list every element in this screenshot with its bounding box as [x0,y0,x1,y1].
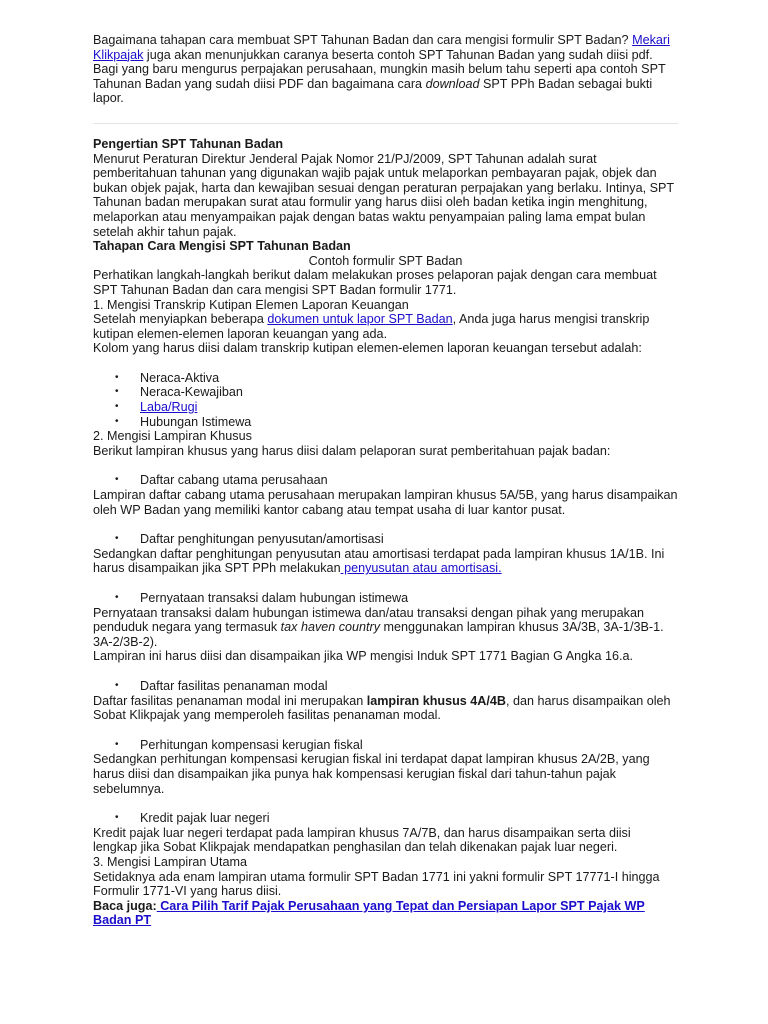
spacer [93,356,678,371]
list-item [93,532,678,547]
step1-text-cont: , Anda juga harus mengisi transkrip kutipan elemen-elemen laporan keuangan yang ada. [93,312,650,341]
tax-haven-emphasis: tax haven country [280,620,381,635]
bullet-icon: • [115,679,119,691]
laba-rugi-link[interactable]: Laba/Rugi [140,400,198,415]
penyusutan-text: Sedangkan daftar penghitungan penyusutan atau amortisasi terdapat pada lampiran khusus 1A/1B. Ini harus disampaikan jika SPT PPh melakukan [93,546,665,576]
step2-intro: Berikut lampiran khusus yang harus diisi dalam pelaporan surat pemberitahuan pajak badan: [93,443,611,458]
list-item-label: Kredit pajak luar negeri [140,811,270,826]
bullet-icon: • [115,812,119,824]
kompensasi-body: Sedangkan perhitungan kompensasi kerugian fiskal ini terdapat dapat lampiran khusus 2A/2B, yang harus diisi dan disampaikan jika punya hak kompensasi kerugian fiskal dari tahun-tahun pajak sebelumnya. [93,752,650,796]
intro-paragraph-1 [93,33,678,62]
transaksi-text-cont: menggunakan lampiran khusus 3A/3B, 3A-1/3B-1. 3A-2/3B-2). [93,620,664,649]
lampiran-4a4b-emphasis: lampiran khusus 4A/4B [366,693,506,708]
bullet-icon: • [115,738,119,750]
bullet-icon: • [115,371,119,383]
bullet-icon: • [115,592,119,603]
step3-title: 3. Mengisi Lampiran Utama [93,854,247,869]
spacer [93,458,678,473]
list-item-label: Daftar cabang utama perusahaan [140,473,328,488]
bullet-icon: • [115,533,119,545]
intro-text-cont: juga akan menunjukkan caranya beserta contoh SPT Tahunan Badan yang sudah diisi pdf. [143,47,653,62]
step1-title: 1. Mengisi Transkrip Kutipan Elemen Laporan Keuangan [93,297,409,312]
penyusutan-body [93,547,678,576]
list-item-label: Neraca-Aktiva [140,370,220,385]
intro-text-2-cont: SPT PPh Badan sebagai bukti lapor. [93,76,653,106]
list-item-label: Hubungan Istimewa [140,414,252,429]
list-item [93,811,678,826]
list-item-label: Pernyataan transaksi dalam hubungan istimewa [140,591,409,605]
fasilitas-text-cont: , dan harus disampaikan oleh Sobat Klikpajak yang memperoleh fasilitas penanaman modal. [93,693,671,723]
spacer [93,796,678,811]
list-item-label: Perhitungan kompensasi kerugian fiskal [140,737,363,752]
transaksi-body [93,606,678,650]
transaksi-body-2: Lampiran ini harus diisi dan disampaikan jika WP mengisi Induk SPT 1771 Bagian G Angka 16.a. [93,649,633,664]
pengertian-body: Menurut Peraturan Direktur Jenderal Pajak Nomor 21/PJ/2009, SPT Tahunan adalah surat pemberitahuan tahunan yang digunakan wajib pajak untuk melaporkan pembayaran pajak, objek dan bukan objek pajak, harta dan kewajiban sesuai dengan peraturan perpajakan yang berlaku. Intinya, SPT Tahunan badan merupakan surat atau formulir yang harus diisi oleh badan ketika ingin menghitung, melaporkan atau menyampaikan pajak dengan batas waktu penyampaian paling lama empat bulan setelah akhir tahun pajak. [93,151,674,239]
baca-juga [93,899,678,928]
tahapan-body: Perhatikan langkah-langkah berikut dalam melakukan proses pelaporan pajak dengan cara membuat SPT Tahunan Badan dan cara mengisi SPT Badan formulir 1771. [93,268,657,297]
list-item [93,400,678,415]
step1-body [93,312,678,341]
bullet-icon: • [115,401,119,413]
list-item [93,385,678,400]
step1-text: Setelah menyiapkan beberapa [93,312,268,327]
bullet-icon: • [115,474,119,486]
list-item-label: Neraca-Kewajiban [140,385,243,400]
step2-title: 2. Mengisi Lampiran Khusus [93,429,252,444]
spacer [93,517,678,532]
lampiran-list-transaksi [93,591,678,606]
baca-juga-link[interactable]: Cara Pilih Tarif Pajak Perusahaan yang Tepat dan Persiapan Lapor SPT Pajak WP Badan PT [93,898,645,928]
list-item [93,679,678,694]
bullet-icon: • [115,415,119,427]
pengertian-heading: Pengertian SPT Tahunan Badan [93,136,284,151]
transaksi-text: Pernyataan transaksi dalam hubungan istimewa dan/atau transaksi dengan pihak yang merupakan penduduk negara yang termasuk [93,605,644,635]
spacer [93,723,678,738]
intro-text: Bagaimana tahapan cara membuat SPT Tahunan Badan dan cara mengisi formulir SPT Badan? [93,33,633,47]
list-item-label: Daftar penghitungan penyusutan/amortisasi [140,532,384,547]
kredit-body: Kredit pajak luar negeri terdapat pada lampiran khusus 7A/7B, dan harus disampaikan serta diisi lengkap jika Sobat Klikpajak mendapatkan penghasilan dan telah dikenakan pajak luar negeri. [93,825,631,855]
lampiran-list-kredit [93,811,678,826]
cabang-body: Lampiran daftar cabang utama perusahaan merupakan lampiran khusus 5A/5B, yang harus disampaikan oleh WP Badan yang memiliki kantor cabang atau tempat usaha di luar kantor pusat. [93,488,678,517]
mekari-klikpajak-link[interactable]: Mekari Klikpajak [93,33,670,62]
list-item [93,371,678,386]
bullet-icon: • [115,386,119,398]
intro-paragraph-2 [93,62,678,106]
article [93,33,678,928]
list-item [93,415,678,430]
tahapan-heading: Tahapan Cara Mengisi SPT Tahunan Badan [93,239,351,254]
list-item-label: Daftar fasilitas penanaman modal [140,678,328,693]
download-emphasis: download [425,76,480,91]
section-divider [93,123,678,124]
list-item [93,738,678,753]
intro-text-2: Bagi yang baru mengurus perpajakan perusahaan, mungkin masih belum tahu seperti apa contoh SPT Tahunan Badan yang sudah diisi PDF dan bagaimana cara [93,62,666,91]
baca-juga-label: Baca juga: [93,898,157,913]
lampiran-list-penyusutan [93,532,678,547]
spacer [93,576,678,591]
spacer [93,664,678,679]
laporan-keuangan-list [93,371,678,429]
dokumen-lapor-spt-link[interactable]: dokumen untuk lapor SPT Badan [267,312,453,327]
list-item [93,473,678,488]
lampiran-list-kompensasi [93,738,678,753]
fasilitas-body [93,694,678,723]
lampiran-list-fasilitas [93,679,678,694]
step3-body: Setidaknya ada enam lampiran utama formulir SPT Badan 1771 ini yakni formulir SPT 17771-I hingga Formulir 1771-VI yang harus diisi. [93,869,660,899]
fasilitas-text: Daftar fasilitas penanaman modal ini merupakan [93,693,367,708]
figure-caption: Contoh formulir SPT Badan [308,253,463,268]
list-item [93,591,678,606]
lampiran-list-cabang [93,473,678,488]
penyusutan-amortisasi-link[interactable]: penyusutan atau amortisasi. [340,561,502,576]
step1-body-2: Kolom yang harus diisi dalam transkrip kutipan elemen-elemen laporan keuangan tersebut adalah: [93,341,642,356]
